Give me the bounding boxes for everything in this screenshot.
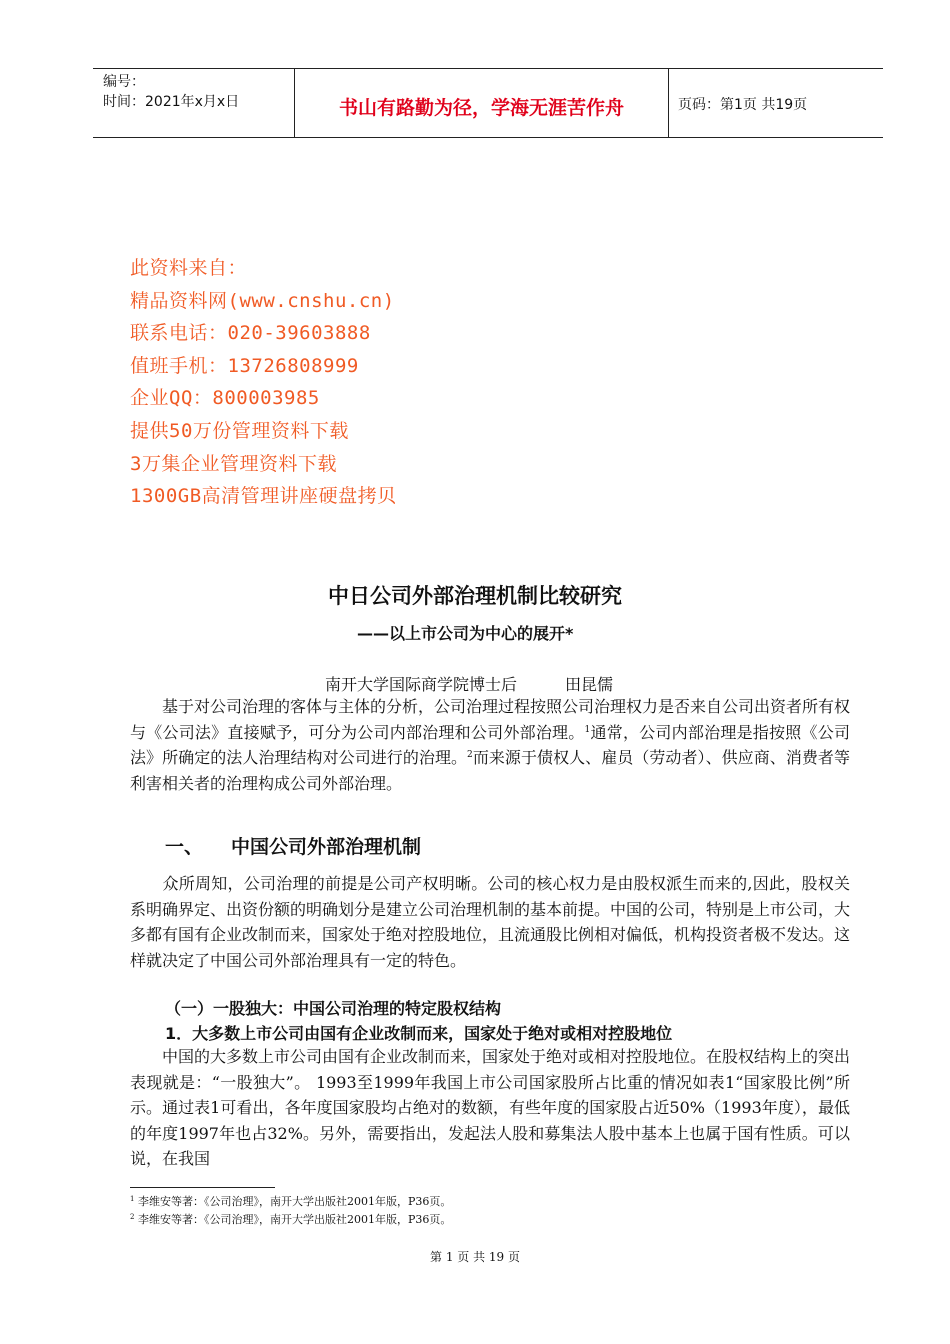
promo-line: 企业QQ：800003985 [130, 387, 320, 410]
author-name: 田昆儒 [565, 675, 614, 694]
section-number: 一、 [165, 836, 204, 858]
author-affiliation: 南开大学国际商学院博士后 [325, 675, 518, 694]
body-paragraph: 中国的大多数上市公司由国有企业改制而来，国家处于绝对或相对控股地位。在股权结构上的突出表现就是：“一股独大”。 1993至1999年我国上市公司国家股所占比重的情况如表1“国家股比例”所示。通过表1可看出，各年度国家股均占绝对的数额，有些年度的国家股占近50%（1993年度），最低的年度1997年也占32%。另外，需要指出，发起法人股和募集法人股中基本上也属于国有性质。可以说，在我国 [130, 1047, 851, 1168]
page-footer: 第 1 页 共 19 页 [430, 1250, 520, 1264]
footnote-mark: 1 [130, 1195, 135, 1203]
article-subtitle: ——以上市公司为中心的展开* [357, 624, 574, 643]
promo-block [130, 252, 397, 513]
intro-paragraph [130, 694, 850, 796]
subsubsection-heading: 1．大多数上市公司由国有企业改制而来，国家处于绝对或相对控股地位 [165, 1024, 673, 1043]
promo-line: 精品资料网(www.cnshu.cn) [130, 289, 395, 312]
promo-line: 值班手机：13726808999 [130, 354, 359, 377]
body-paragraph: 众所周知，公司治理的前提是公司产权明晰。公司的核心权力是由股权派生而来的,因此，股权关系明确界定、出资份额的明确划分是建立公司治理机制的基本前提。中国的公司，特别是上市公司，大多都有国有企业改制而来，国家处于绝对控股地位，且流通股比例相对偏低，机构投资者极不发达。这样就决定了中国公司外部治理具有一定的特色。 [130, 874, 851, 970]
promo-line: 1300GB高清管理讲座硬盘拷贝 [130, 485, 397, 508]
header-motto-cell [294, 69, 669, 137]
promo-line: 提供50万份管理资料下载 [130, 419, 349, 442]
number-label: 编号： [103, 74, 145, 90]
section-heading [165, 832, 421, 859]
promo-line: 联系电话：020-39603888 [130, 322, 371, 345]
author-line [325, 672, 613, 695]
footnote-ref-1[interactable]: 1 [584, 724, 591, 735]
header-info-cell [93, 69, 294, 137]
footnote [130, 1193, 451, 1209]
footnote-separator [130, 1187, 275, 1188]
header-table [93, 68, 883, 138]
subsection-heading: （一）一股独大：中国公司治理的特定股权结构 [165, 999, 502, 1018]
footnote-text: 李维安等著：《公司治理》，南开大学出版社2001年版，P36页。 [134, 1213, 452, 1226]
promo-line: 3万集企业管理资料下载 [130, 452, 337, 475]
header-page-cell [668, 69, 883, 137]
intro-text-c: 而来源于债权人、雇员（劳动者）、供应商、消费者等利害相关者的治理构成公司外部治理。 [130, 748, 850, 793]
footnote-ref-2[interactable]: 2 [467, 750, 473, 760]
intro-text-a: 基于对公司治理的客体与主体的分析，公司治理过程按照公司治理权力是否来自公司出资者所有权与《公司法》直接赋予，可分为公司内部治理和公司外部治理。 [130, 697, 851, 742]
footnote-text: 李维安等著：《公司治理》，南开大学出版社2001年版，P36页。 [134, 1195, 452, 1208]
footnote [130, 1211, 451, 1227]
article-title: 中日公司外部治理机制比较研究 [328, 584, 622, 608]
intro-text-b: 通常，公司内部治理是指按照《公司法》所确定的法人治理结构对公司进行的治理。 [130, 722, 850, 767]
page-label: 页码：第1页 共19页 [678, 97, 808, 113]
footnote-mark: 2 [130, 1213, 135, 1221]
promo-line: 此资料来自： [130, 257, 248, 279]
time-label: 时间：2021年x月x日 [103, 94, 240, 110]
motto-text: 书山有路勤为径，学海无涯苦作舟 [338, 97, 624, 119]
section-title: 中国公司外部治理机制 [231, 836, 422, 858]
